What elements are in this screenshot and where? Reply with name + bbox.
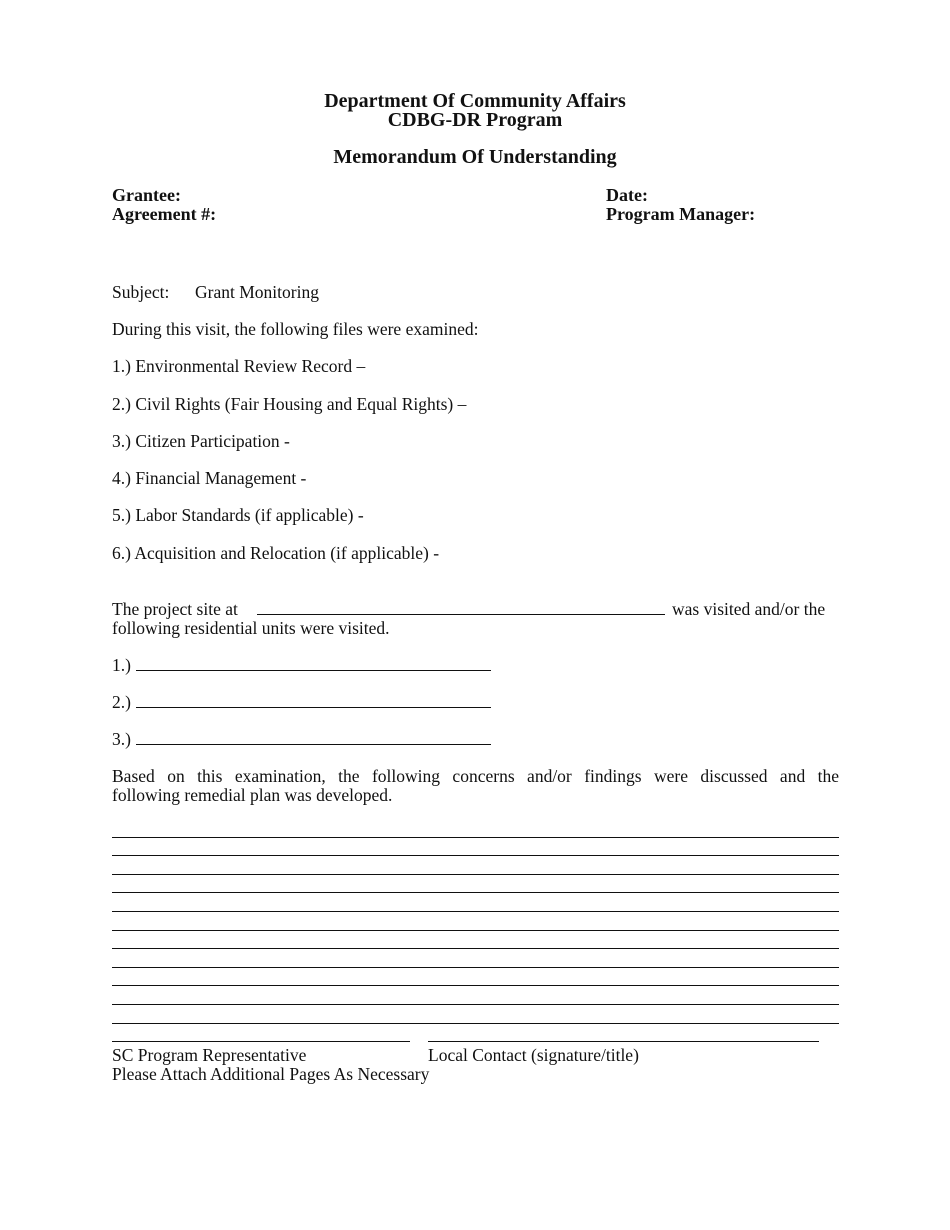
- findings-line1: Based on this examination, the following concerns and/or findings were discussed and the: [112, 766, 839, 786]
- grantee-label: Grantee:: [112, 185, 181, 205]
- date-label: Date:: [606, 185, 648, 205]
- program-title: CDBG-DR Program: [387, 109, 563, 131]
- remedial-plan-line[interactable]: [112, 837, 839, 838]
- remedial-plan-line[interactable]: [112, 948, 839, 949]
- local-contact-signature-line[interactable]: [428, 1041, 819, 1042]
- sc-rep-signature-line[interactable]: [112, 1041, 410, 1042]
- unit-number: 1.): [112, 655, 131, 675]
- remedial-plan-line[interactable]: [112, 855, 839, 856]
- remedial-plan-line[interactable]: [112, 930, 839, 931]
- footer-note: Please Attach Additional Pages As Necessary: [112, 1064, 430, 1084]
- subject-label: Subject:: [112, 282, 170, 302]
- remedial-plan-line[interactable]: [112, 1004, 839, 1005]
- local-contact-label: Local Contact (signature/title): [428, 1045, 639, 1065]
- project-site-blank[interactable]: [257, 614, 665, 615]
- memo-title: Memorandum Of Understanding: [333, 146, 617, 168]
- findings-line2: following remedial plan was developed.: [112, 785, 393, 805]
- site-line2: following residential units were visited.: [112, 618, 390, 638]
- remedial-plan-line[interactable]: [112, 985, 839, 986]
- agreement-label: Agreement #:: [112, 204, 217, 224]
- intro-text: During this visit, the following files were examined:: [112, 319, 479, 339]
- remedial-plan-line[interactable]: [112, 892, 839, 893]
- remedial-plan-line[interactable]: [112, 1023, 839, 1024]
- unit-blank[interactable]: [136, 744, 491, 745]
- file-item: 1.) Environmental Review Record –: [112, 356, 366, 376]
- file-item: 4.) Financial Management -: [112, 468, 307, 488]
- program-manager-label: Program Manager:: [606, 204, 756, 224]
- sc-rep-label: SC Program Representative: [112, 1045, 307, 1065]
- subject-value: Grant Monitoring: [195, 282, 319, 302]
- file-item: 6.) Acquisition and Relocation (if applicable) -: [112, 543, 440, 563]
- file-item: 3.) Citizen Participation -: [112, 431, 290, 451]
- remedial-plan-line[interactable]: [112, 874, 839, 875]
- file-item: 2.) Civil Rights (Fair Housing and Equal Rights) –: [112, 394, 467, 414]
- unit-blank[interactable]: [136, 707, 491, 708]
- unit-blank[interactable]: [136, 670, 491, 671]
- site-suffix: was visited and/or the: [672, 599, 826, 619]
- file-item: 5.) Labor Standards (if applicable) -: [112, 505, 364, 525]
- unit-number: 3.): [112, 729, 131, 749]
- department-title: Department Of Community Affairs: [324, 90, 626, 112]
- remedial-plan-line[interactable]: [112, 967, 839, 968]
- unit-number: 2.): [112, 692, 131, 712]
- site-prefix: The project site at: [112, 599, 238, 619]
- remedial-plan-line[interactable]: [112, 911, 839, 912]
